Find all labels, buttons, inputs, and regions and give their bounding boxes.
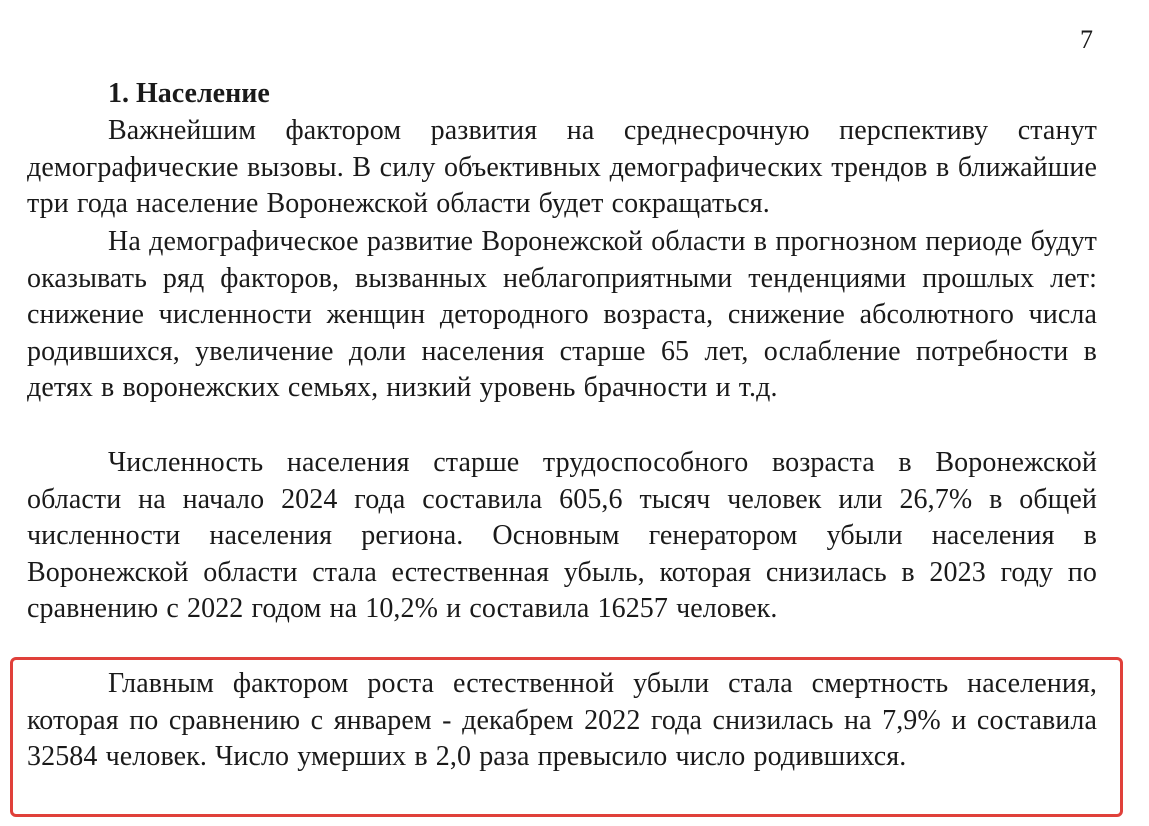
paragraph: На демографическое развитие Воронежской области в прогнозном периоде будут оказывать ряд факторов, вызванных неблагоприятными тенденциями прошлых лет: снижение численности женщин детородного возраста, снижение абсолютного числа родившихся, увеличение доли населения старше 65 лет, ослабление потребности в детях в воронежских семьях, низкий уровень брачности и т.д. [27,226,1097,404]
paragraph: Численность населения старше трудоспособного возраста в Воронежской области на начало 2024 года составила 605,6 тысяч человек или 26,7% в общей численности населения региона. Основным генератором убыли населения в Воронежской области стала естественная убыль, которая снизилась в 2023 году по сравнению с 2022 годом на 10,2% и составила 16257 человек. [27,447,1097,625]
highlighted-paragraph: Главным фактором роста естественной убыли стала смертность населения, которая по сравнению с январем - декабрем 2022 года снизилась на 7,9% и составила 32584 человек. Число умерших в 2,0 раза превысило число родившихся. [27,668,1097,773]
paragraph: Важнейшим фактором развития на среднесрочную перспективу станут демографические вызовы. В силу объективных демографических трендов в ближайшие три года население Воронежской области будет сокращаться. [27,115,1097,220]
page-number: 7 [1080,25,1093,54]
section-heading: 1. Население [108,78,270,109]
highlight-box [10,657,1123,817]
